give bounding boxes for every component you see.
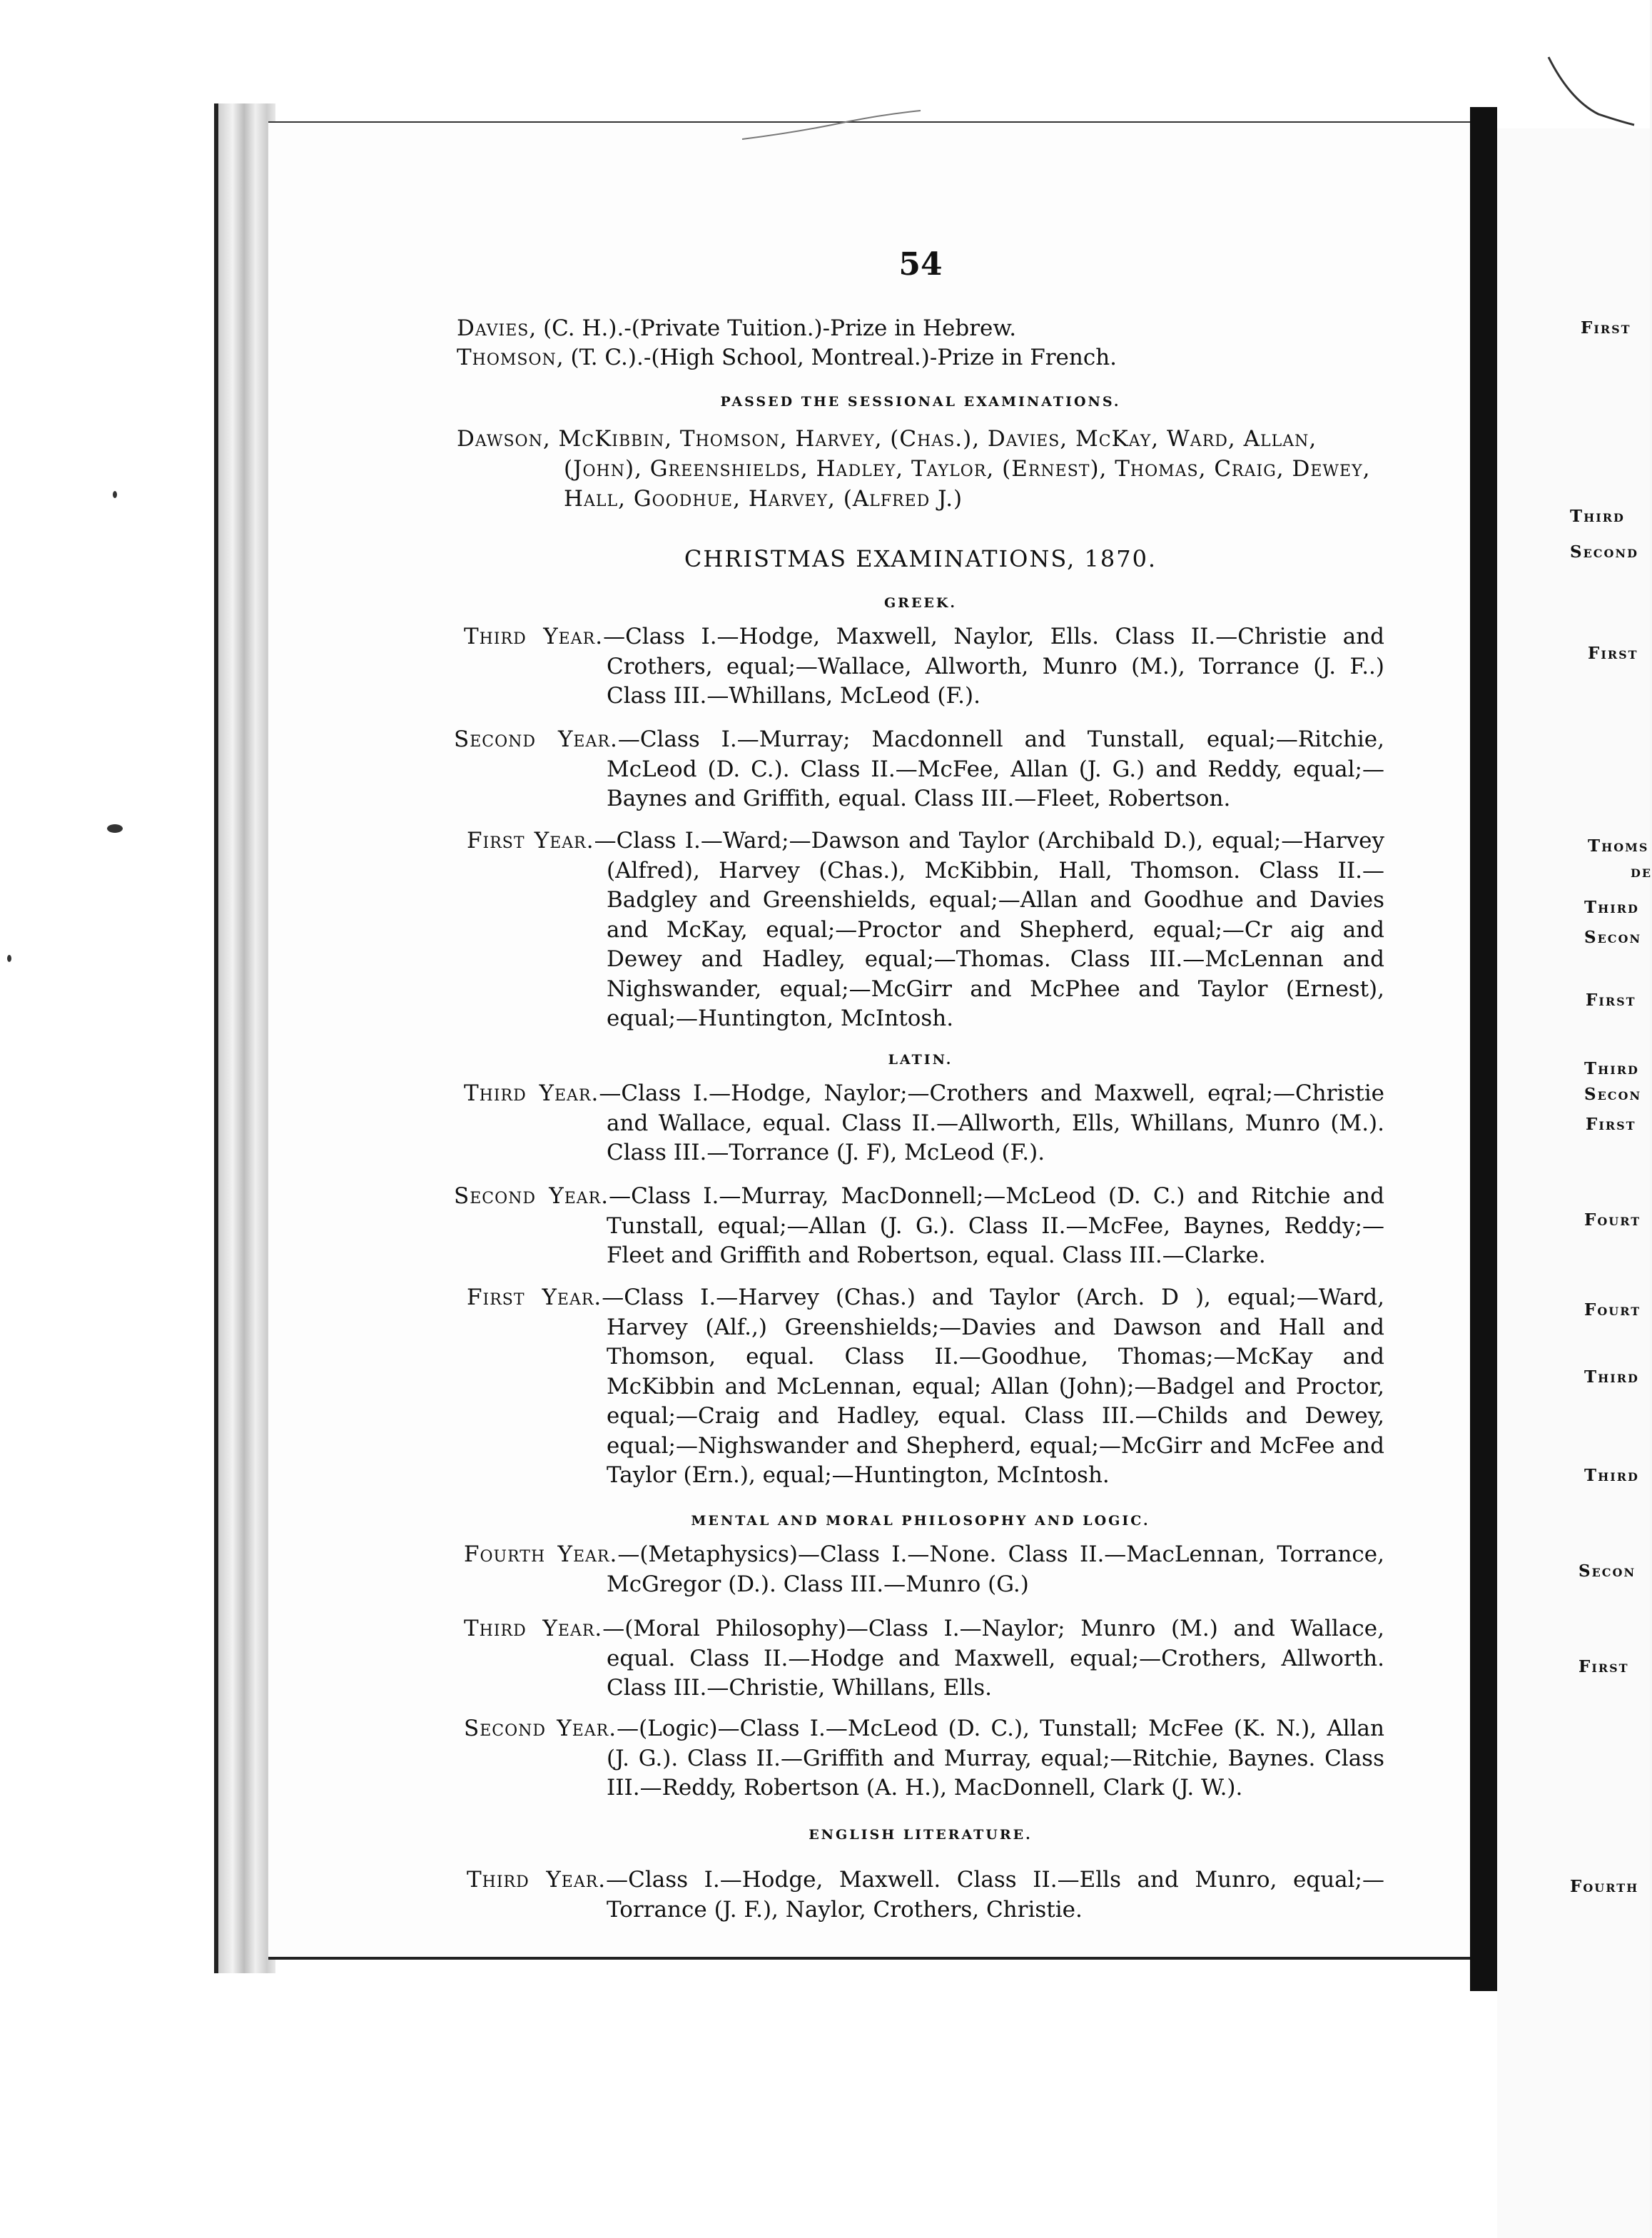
entry-lead: First Year.: [467, 1285, 602, 1310]
prize-text: , (C. H.).-(Private Tuition.)-Prize in Hebrew.: [529, 315, 1017, 341]
exam-entry: [467, 826, 1384, 1034]
prize-text: , (T. C.).-(High School, Montreal.)-Prize in French.: [556, 345, 1118, 370]
exam-entry: [454, 725, 1384, 814]
section-heading: GREEK.: [883, 595, 958, 611]
facing-page-text: Third: [1584, 1466, 1639, 1485]
entry-lead: First Year.: [467, 828, 594, 854]
entry-text: —Class I.—Harvey (Chas.) and Taylor (Arch. D ), equal;—Ward, Harvey (Alf.,) Greenshields;—Davies and Dawson and Hall and Thomson, equal. Class II.—Goodhue, Thomas;—McKay and McKibbin and McLennan, equal; Allan (John);—Badgel and Proctor, equal;—Craig and Hadley, equal. Class III.—Childs and Dewey, equal;—Nighswander and Shepherd, equal;—McGirr and McFee and Taylor (Ern.), equal;—Huntington, McIntosh.: [602, 1285, 1384, 1488]
section-heading: LATIN.: [888, 1052, 953, 1068]
scan-hair-mark: [1541, 43, 1641, 128]
exam-entry: [454, 1182, 1384, 1271]
facing-page: [1497, 128, 1650, 2238]
prize-name: Davies: [457, 315, 529, 341]
page-stack-edge: [214, 103, 275, 1973]
prize-name: Thomson: [457, 345, 557, 370]
facing-page-text: First: [1586, 1115, 1636, 1134]
entry-lead: Second Year.: [464, 1716, 617, 1741]
prize-line: [457, 343, 1117, 372]
facing-page-text: Fourt: [1584, 1300, 1641, 1320]
passed-line: (John), Greenshields, Hadley, Taylor, (Ernest), Thomas, Craig, Dewey,: [564, 456, 1371, 482]
facing-page-text: Secon: [1578, 1561, 1636, 1581]
exam-entry: [467, 1865, 1384, 1925]
entry-lead: Second Year.: [454, 1183, 609, 1209]
entry-lead: Fourth Year.: [464, 1541, 618, 1567]
entry-text: —(Metaphysics)—Class I.—None. Class II.—MacLennan, Torrance, McGregor (D.). Class III.—Munro (G.): [607, 1541, 1384, 1597]
entry-lead: Third Year.: [464, 1616, 603, 1641]
facing-page-text: First: [1586, 991, 1636, 1010]
passed-line: Dawson, McKibbin, Thomson, Harvey, (Chas.), Davies, McKay, Ward, Allan,: [457, 426, 1317, 452]
facing-page-text: Third: [1584, 1059, 1639, 1078]
facing-page-text: de: [1631, 862, 1652, 881]
scan-hair-mark: [742, 107, 928, 150]
exam-entry: [464, 1540, 1384, 1599]
scan-speck: [107, 824, 123, 833]
facing-page-text: Secon: [1584, 1085, 1642, 1104]
facing-page-text: Fourth: [1570, 1877, 1639, 1896]
exam-entry: [464, 1079, 1384, 1168]
exam-entry: [464, 622, 1384, 712]
entry-lead: Third Year.: [464, 624, 604, 649]
facing-page-text: Thoms: [1588, 836, 1649, 856]
entry-text: —Class I.—Hodge, Maxwell. Class II.—Ells and Munro, equal;—Torrance (J. F.), Naylor, Crothers, Christie.: [606, 1867, 1384, 1923]
entry-lead: Third Year.: [467, 1867, 607, 1893]
facing-page-text: Secon: [1584, 928, 1642, 947]
prize-line: [457, 314, 1016, 343]
facing-page-text: Fourt: [1584, 1210, 1641, 1230]
entry-text: —(Logic)—Class I.—McLeod (D. C.), Tunstall; McFee (K. N.), Allan (J. G.). Class II.—Griffith and Murray, equal;—Ritchie, Baynes. Class III.—Reddy, Robertson (A. H.), MacDonnell, Clark (J. W.).: [607, 1716, 1384, 1801]
facing-page-text: First: [1588, 644, 1638, 663]
facing-page-text: First: [1581, 318, 1631, 338]
book-gutter: [1470, 107, 1497, 1991]
entry-text: —Class I.—Hodge, Naylor;—Crothers and Maxwell, eqral;—Christie and Wallace, equal. Class II.—Allworth, Ells, Whillans, Munro (M.). Class III.—Torrance (J. F), McLeod (F.).: [599, 1080, 1384, 1165]
facing-page-text: First: [1578, 1657, 1629, 1676]
entry-text: —Class I.—Hodge, Maxwell, Naylor, Ells. Class II.—Christie and Crothers, equal;—Wallace, Allworth, Munro (M.), Torrance (J. F..) Class III.—Whillans, McLeod (F.).: [603, 624, 1384, 709]
facing-page-text: Second: [1570, 542, 1638, 562]
entry-text: —Class I.—Murray, MacDonnell;—McLeod (D. C.) and Ritchie and Tunstall, equal;—Allan (J. G.). Class II.—McFee, Baynes, Reddy;—Fleet and Griffith and Robertson, equal. Class III.—Clarke.: [607, 1183, 1384, 1268]
entry-lead: Third Year.: [464, 1080, 599, 1106]
entry-lead: Second Year.: [454, 726, 618, 752]
main-heading: CHRISTMAS EXAMINATIONS, 1870.: [684, 545, 1157, 572]
entry-text: —(Moral Philosophy)—Class I.—Naylor; Munro (M.) and Wallace, equal. Class II.—Hodge and Maxwell, equal;—Crothers, Allworth. Class III.—Christie, Whillans, Ells.: [602, 1616, 1384, 1701]
page-number: 54: [898, 246, 943, 283]
scan-speck: [7, 955, 11, 962]
facing-page-text: Third: [1584, 1367, 1639, 1387]
exam-entry: [467, 1283, 1384, 1491]
passed-heading: PASSED THE SESSIONAL EXAMINATIONS.: [720, 394, 1121, 410]
scan-speck: [113, 491, 117, 498]
exam-entry: [464, 1714, 1384, 1803]
section-heading: ENGLISH LITERATURE.: [809, 1827, 1033, 1843]
entry-text: —Class I.—Ward;—Dawson and Taylor (Archibald D.), equal;—Harvey (Alfred), Harvey (Chas.), McKibbin, Hall, Thomson. Class II.—Badgley and Greenshields, equal;—Allan and Goodhue and Davies and McKay, equal;—Proctor and Shepherd, equal;—Cr aig and Dewey and Hadley, equal;—Thomas. Class III.—McLennan and Nighswander, equal;—McGirr and McPhee and Taylor (Ernest), equal;—Huntington, McIntosh.: [594, 828, 1384, 1031]
section-heading: MENTAL AND MORAL PHILOSOPHY AND LOGIC.: [691, 1513, 1150, 1529]
passed-line: Hall, Goodhue, Harvey, (Alfred J.): [564, 486, 963, 512]
exam-entry: [464, 1614, 1384, 1703]
facing-page-text: Third: [1584, 898, 1639, 917]
facing-page-text: Third: [1570, 507, 1625, 526]
entry-text: —Class I.—Murray; Macdonnell and Tunstall, equal;—Ritchie, McLeod (D. C.). Class II.—McFee, Allan (J. G.) and Reddy, equal;—Baynes and Griffith, equal. Class III.—Fleet, Robertson.: [607, 726, 1384, 811]
